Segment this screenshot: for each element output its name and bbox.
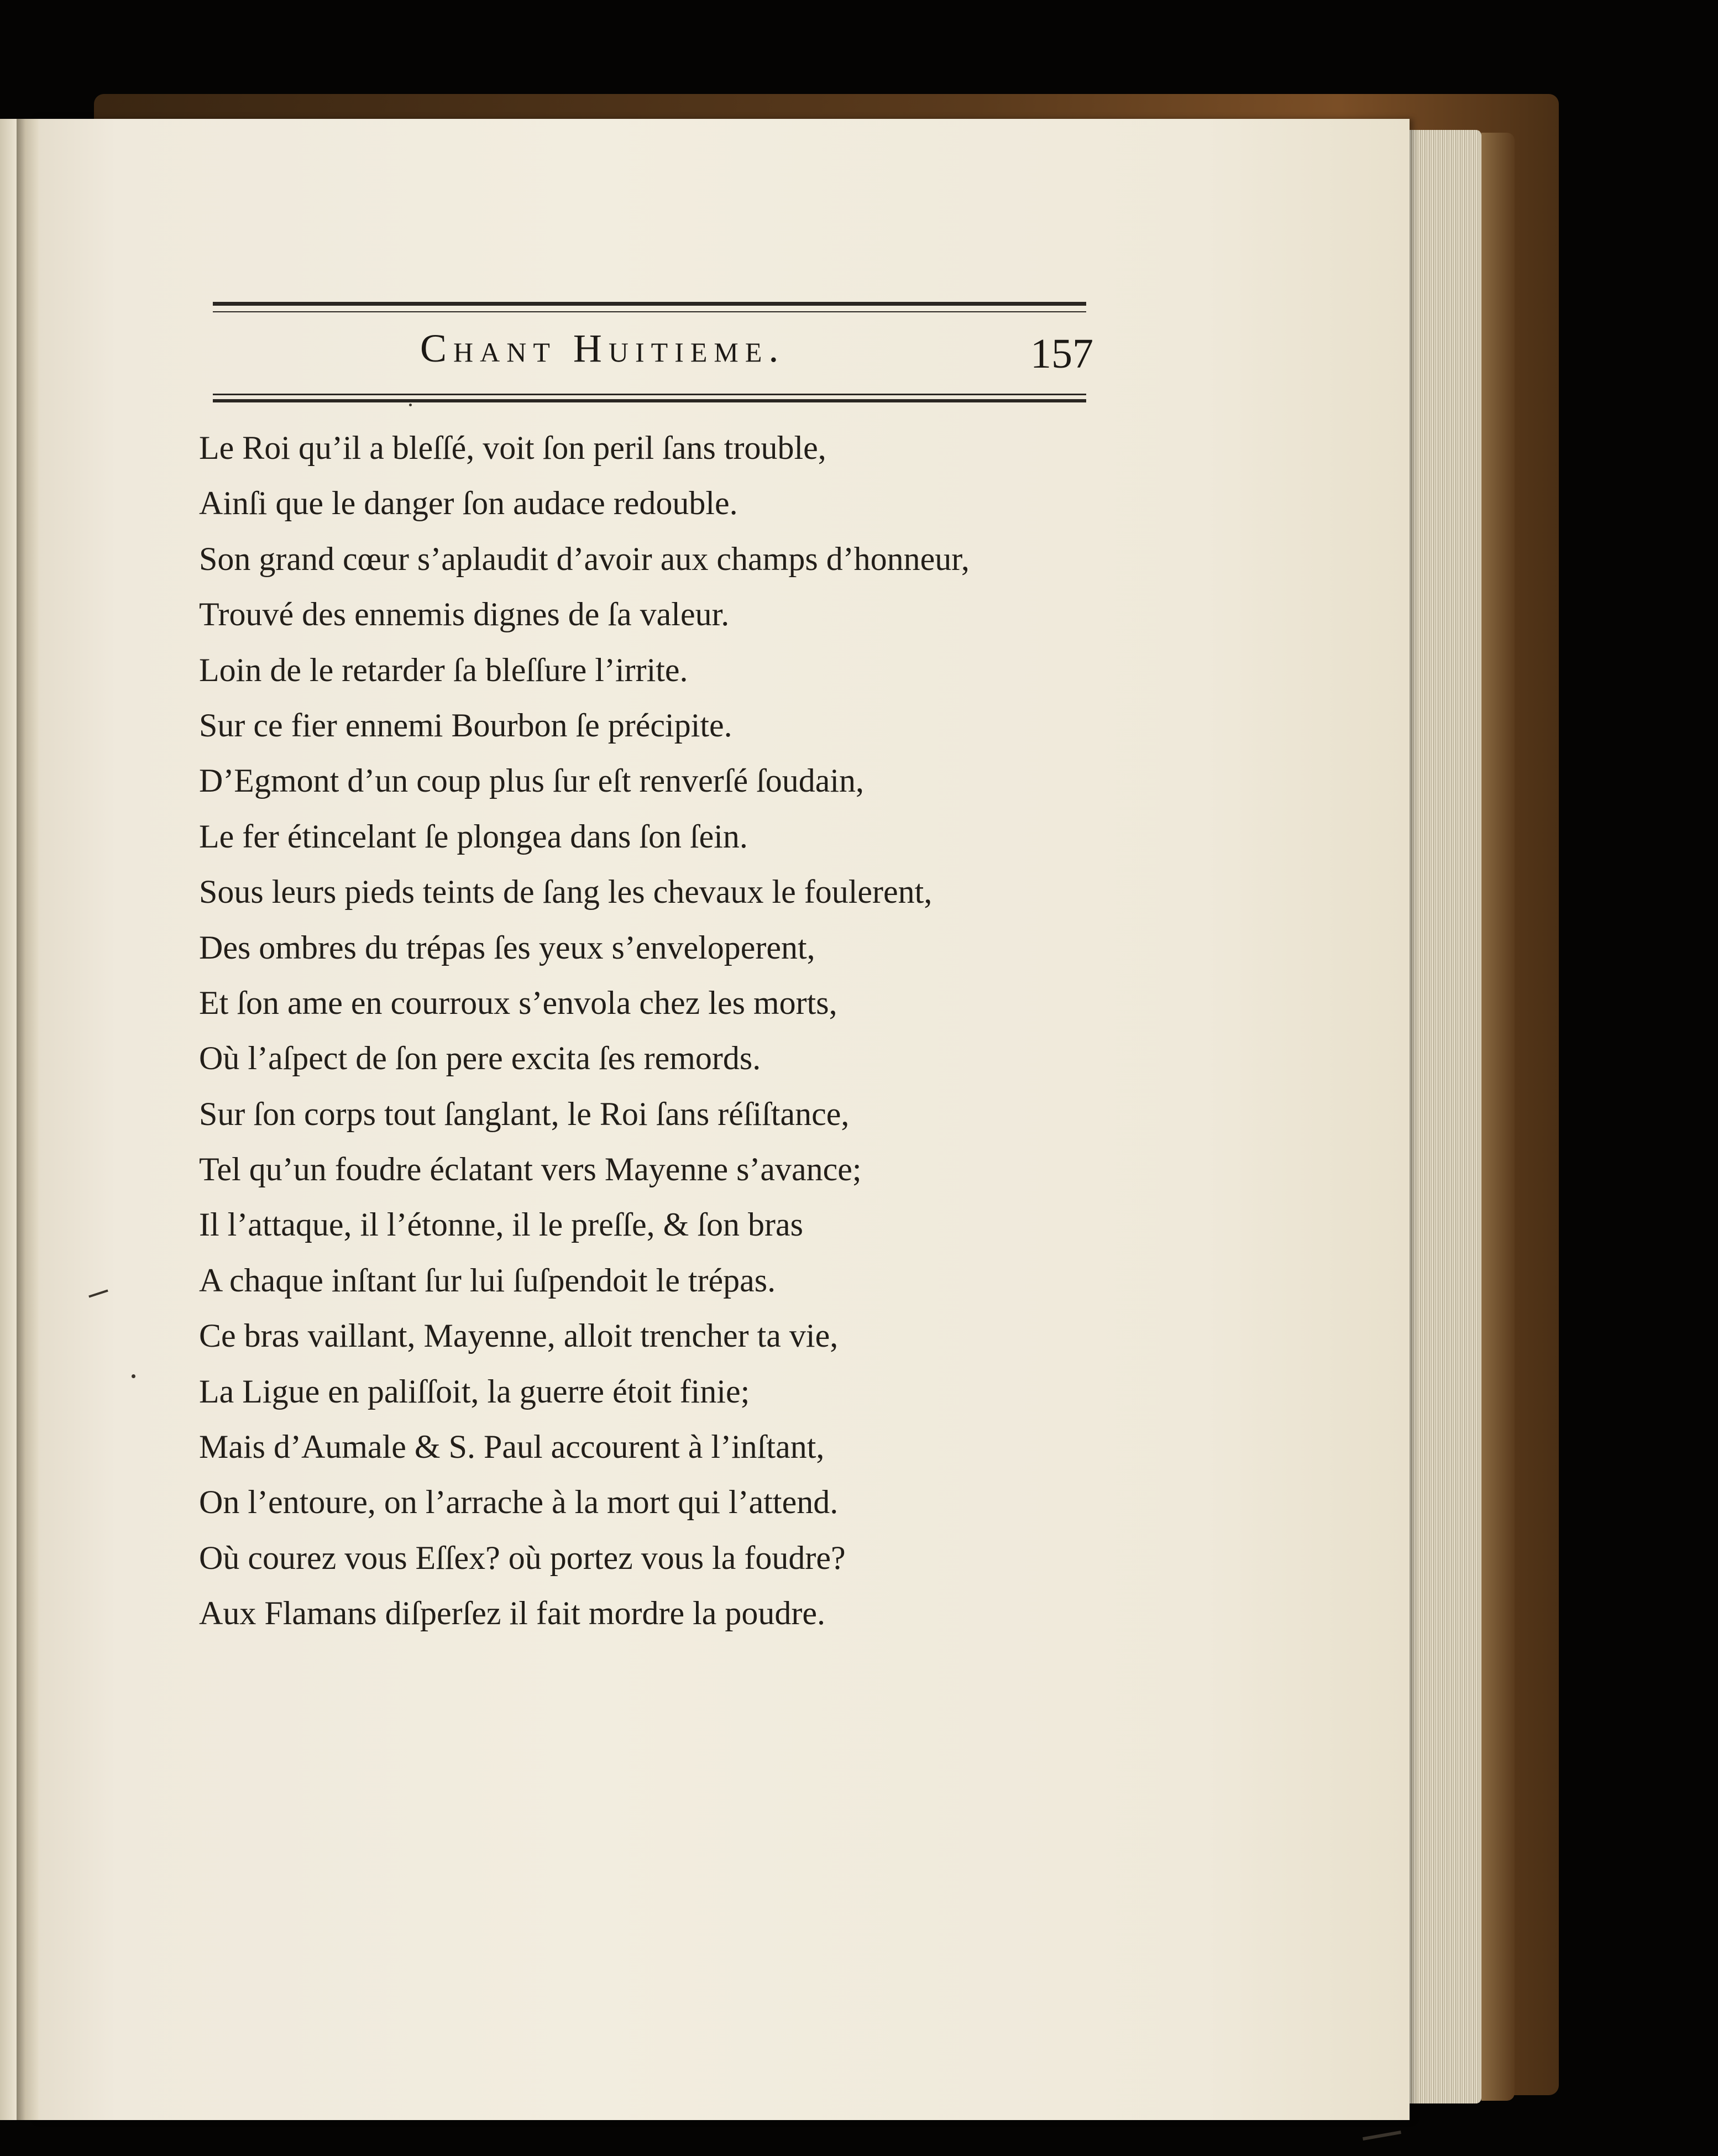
binding-edge <box>1481 133 1515 2101</box>
verse-line: Ainſi que le danger ſon audace redouble. <box>199 485 738 522</box>
verse-line: Il l’attaque, il l’étonne, il le preſſe, & ſon bras <box>199 1206 803 1243</box>
verse-line: Son grand cœur s’aplaudit d’avoir aux champs d’honneur, <box>199 540 970 577</box>
verse-line: Des ombres du trépas ſes yeux s’enveloperent, <box>199 929 815 966</box>
verse-line: Où courez vous Eſſex? où portez vous la foudre? <box>199 1539 846 1576</box>
page-block-fore-edge <box>1399 130 1481 2103</box>
verse-line: D’Egmont d’un coup plus ſur eſt renverſé ſoudain, <box>199 762 865 799</box>
verse-line: La Ligue en paliſſoit, la guerre étoit finie; <box>199 1373 750 1410</box>
gutter-shadow <box>17 119 39 2120</box>
headline-rule-top <box>213 302 1086 306</box>
stray-mark <box>1363 2131 1401 2141</box>
verse-block <box>199 420 1139 1641</box>
page-number: 157 <box>1030 331 1093 377</box>
stray-mark <box>132 1374 135 1378</box>
verse-line: Ce bras vaillant, Mayenne, alloit trencher ta vie, <box>199 1317 839 1354</box>
headline-rule-top-thin <box>213 311 1086 312</box>
verse-line: A chaque inſtant ſur lui ſuſpendoit le trépas. <box>199 1262 776 1299</box>
headline-rule-bottom <box>213 399 1086 402</box>
verse-line: Sous leurs pieds teints de ſang les chevaux le foulerent, <box>199 873 933 910</box>
verse-line: Loin de le retarder ſa bleſſure l’irrite. <box>199 651 688 688</box>
stray-mark <box>409 404 412 406</box>
verse-line: Tel qu’un foudre éclatant vers Mayenne s’avance; <box>199 1151 862 1188</box>
verse-line: Le fer étincelant ſe plongea dans ſon ſein. <box>199 818 748 855</box>
verse-line: Le Roi qu’il a bleſſé, voit ſon peril ſans trouble, <box>199 430 826 466</box>
verse-line: Mais d’Aumale & S. Paul accourent à l’inſtant, <box>199 1428 825 1466</box>
verse-line: Où l’aſpect de ſon pere excita ſes remords. <box>199 1040 761 1077</box>
verse-line: Sur ce fier ennemi Bourbon ſe précipite. <box>199 707 732 744</box>
verse-line: Aux Flamans diſperſez il fait mordre la poudre. <box>199 1595 825 1632</box>
verso-page-edge <box>0 119 17 2120</box>
verse-line: On l’entoure, on l’arrache à la mort qui l’attend. <box>199 1484 839 1521</box>
verse-line: Sur ſon corps tout ſanglant, le Roi ſans réſiſtance, <box>199 1095 850 1132</box>
verse-line: Trouvé des ennemis dignes de ſa valeur. <box>199 596 730 633</box>
headline-rule-bottom-thin <box>213 394 1086 395</box>
running-head: Chant Huitieme. <box>420 326 785 370</box>
verse-line: Et ſon ame en courroux s’envola chez les morts, <box>199 984 837 1021</box>
